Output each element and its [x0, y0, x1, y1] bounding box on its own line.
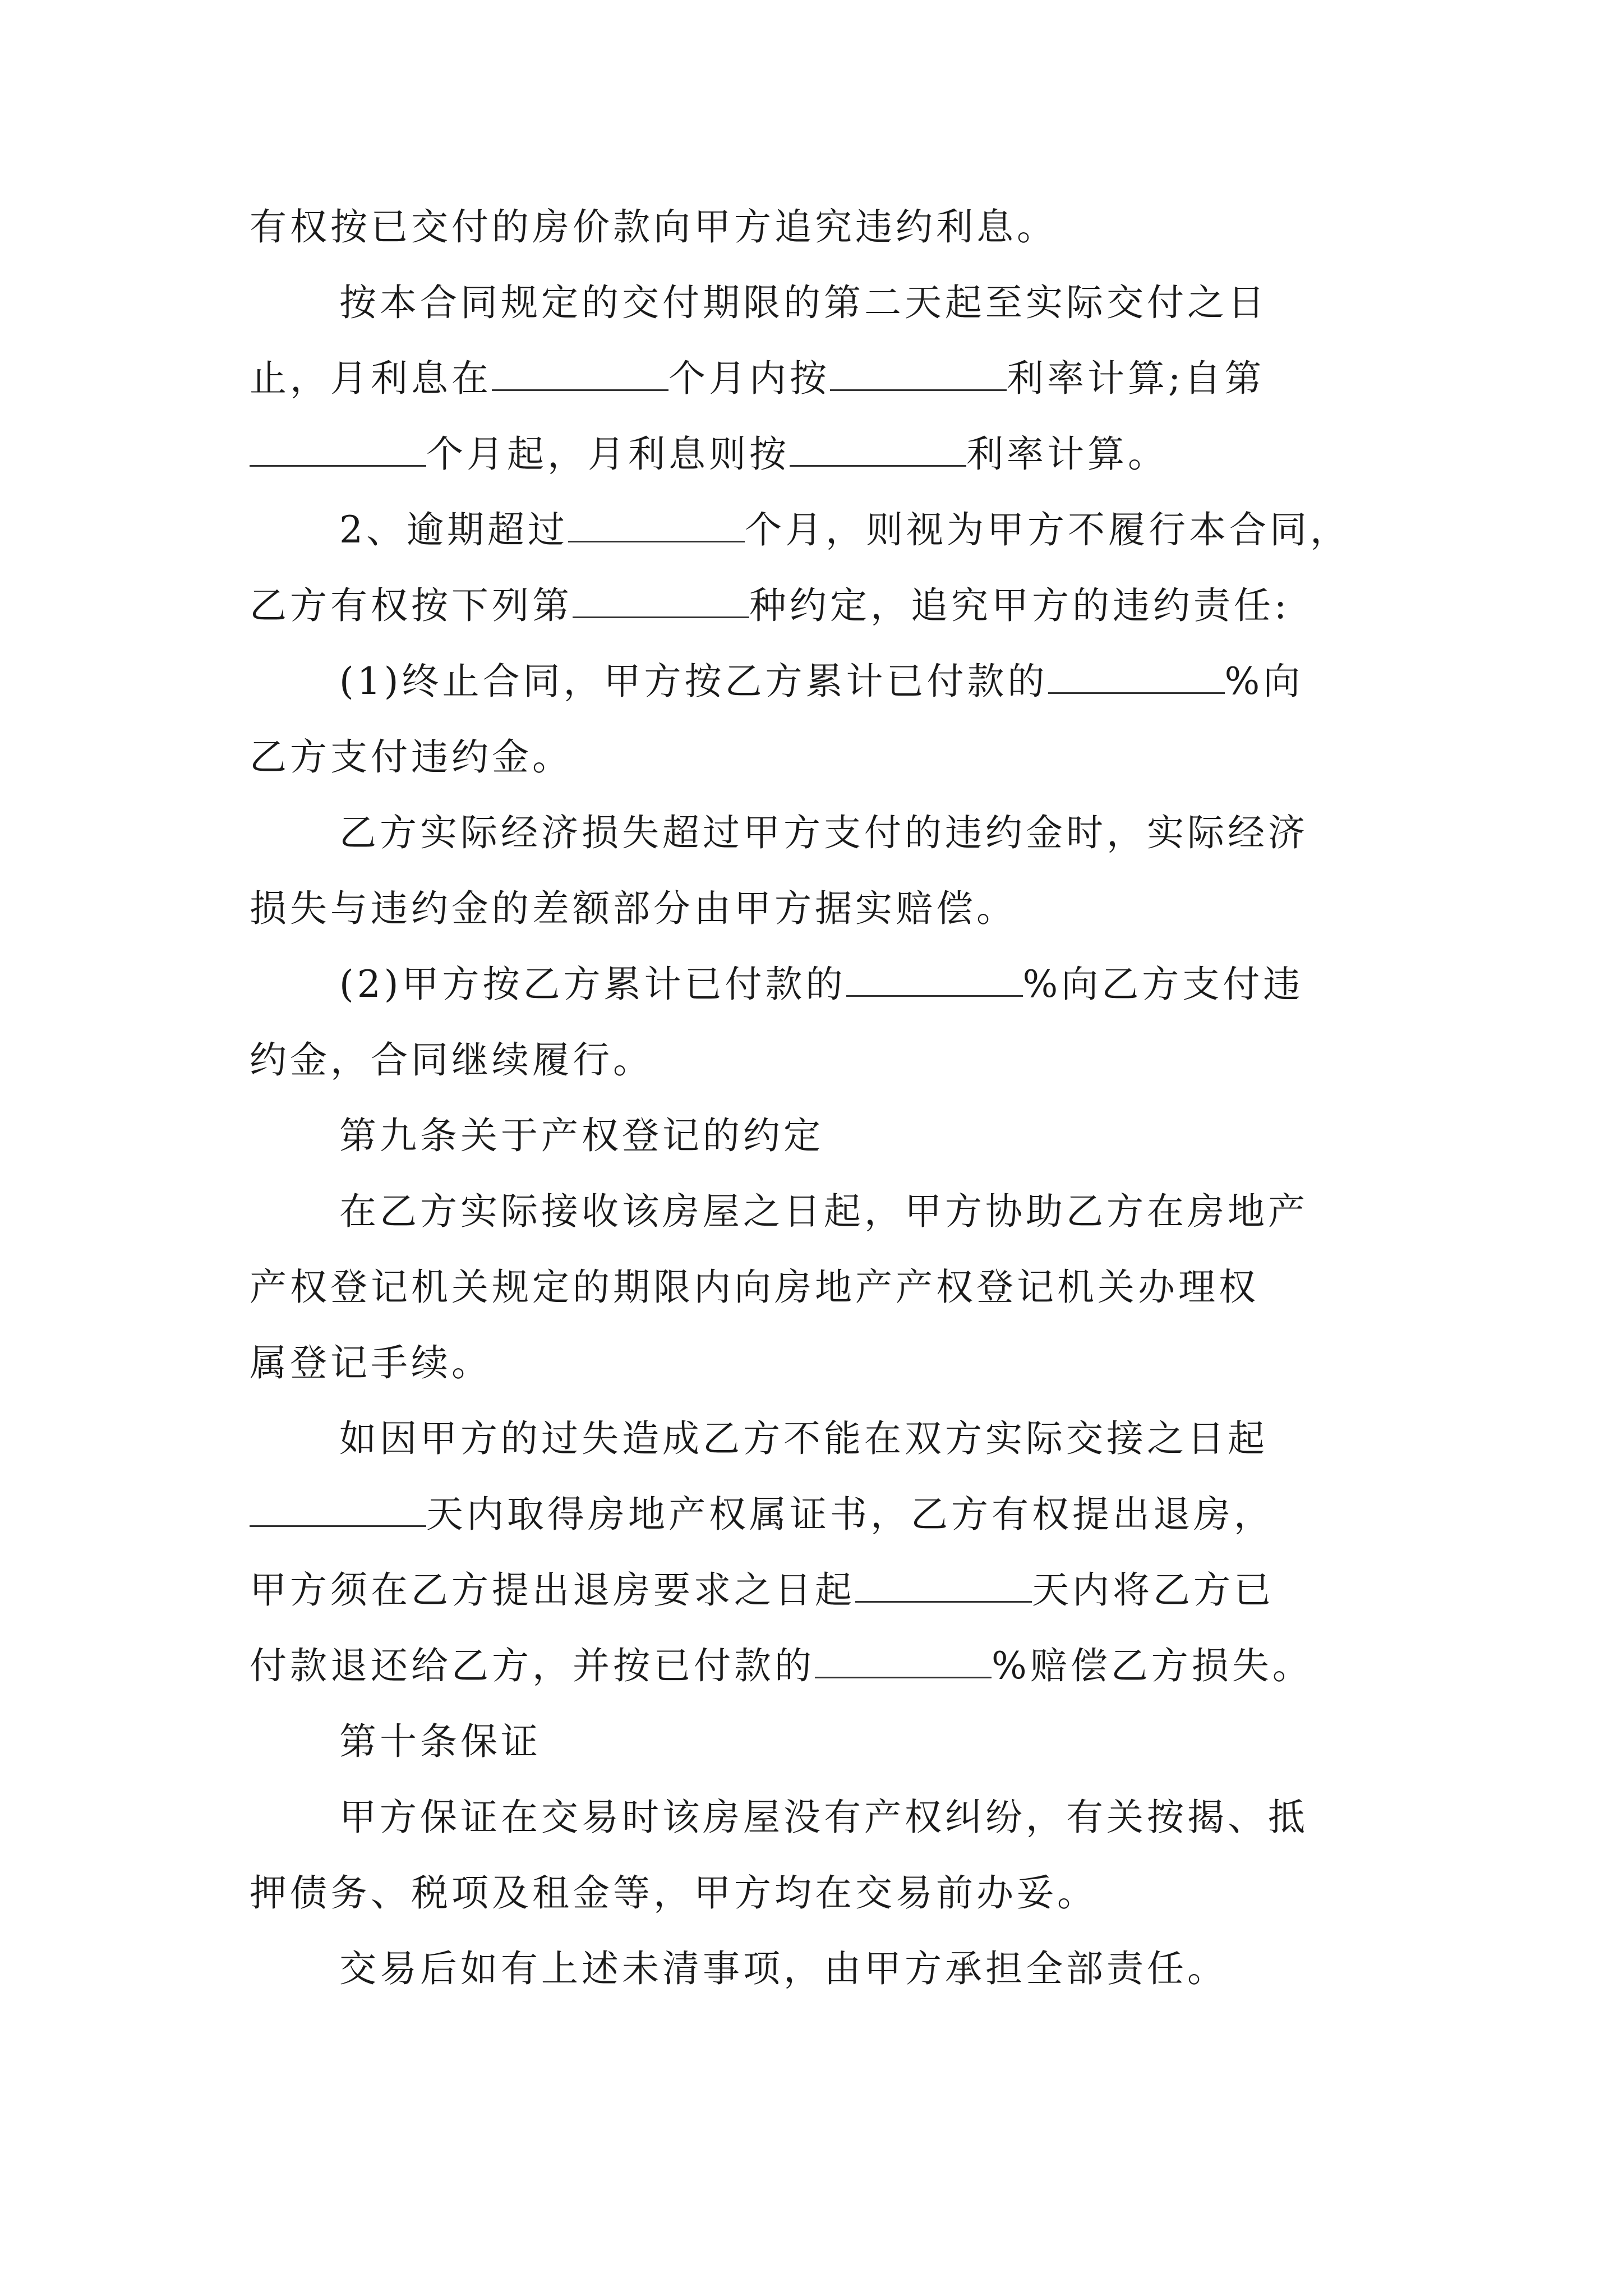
text-line — [339, 1186, 1308, 1237]
line-text: 乙方支付违约金。 — [250, 735, 573, 779]
fill-blank[interactable] — [573, 583, 749, 618]
text-line — [250, 1641, 1313, 1691]
fill-blank[interactable] — [250, 1492, 426, 1527]
text-line — [339, 278, 1268, 328]
text-line — [250, 884, 1017, 934]
text-line — [250, 1338, 492, 1388]
line-text: 按本合同规定的交付期限的第二天起至实际交付之日 — [339, 281, 1268, 324]
line-text: 甲方保证在交易时该房屋没有产权纠纷，有关按揭、抵 — [339, 1796, 1308, 1839]
line-text: 如因甲方的过失造成乙方不能在双方实际交接之日起 — [339, 1417, 1268, 1460]
fill-blank[interactable] — [846, 961, 1023, 997]
line-text: 2、逾期超过 — [339, 508, 568, 551]
line-text: 第九条关于产权登记的约定 — [339, 1114, 824, 1157]
line-text: 天内将乙方已 — [1032, 1568, 1274, 1612]
line-text: 个月内按 — [668, 357, 830, 400]
text-line — [339, 656, 1303, 707]
text-line — [250, 1868, 1098, 1918]
text-line — [339, 505, 1350, 555]
fill-blank[interactable] — [492, 356, 668, 391]
line-text: 付款退还给乙方，并按已付款的 — [250, 1644, 815, 1687]
text-line — [250, 1035, 653, 1085]
line-text: %向 — [1224, 660, 1304, 703]
text-line — [250, 202, 1057, 252]
text-line — [250, 732, 573, 783]
line-text: %向乙方支付违 — [1022, 963, 1304, 1006]
line-text: 约金，合同继续履行。 — [250, 1038, 653, 1082]
fill-blank[interactable] — [855, 1567, 1032, 1603]
line-text: %赔偿乙方损失。 — [992, 1644, 1313, 1687]
line-text: 产权登记机关规定的期限内向房地产产权登记机关办理权 — [250, 1266, 1259, 1309]
line-text: 乙方有权按下列第 — [250, 584, 573, 627]
text-line — [250, 1262, 1259, 1313]
line-text: (2)甲方按乙方累计已付款的 — [339, 963, 846, 1006]
line-text: 交易后如有上述未清事项，由甲方承担全部责任。 — [339, 1947, 1228, 1990]
line-text: 止，月利息在 — [250, 357, 492, 400]
text-line — [339, 1792, 1308, 1843]
fill-blank[interactable] — [568, 507, 745, 542]
text-line — [339, 1944, 1228, 1994]
text-line — [250, 581, 1290, 631]
line-text: 在乙方实际接收该房屋之日起，甲方协助乙方在房地产 — [339, 1190, 1308, 1233]
line-text: 种约定，追究甲方的违约责任: — [749, 584, 1290, 627]
line-text: 利率计算。 — [966, 432, 1168, 476]
line-text: 利率计算;自第 — [1007, 357, 1265, 400]
text-line — [250, 1565, 1274, 1616]
section-heading — [339, 1111, 824, 1161]
fill-blank[interactable] — [830, 356, 1007, 391]
fill-blank[interactable] — [250, 431, 426, 467]
line-text: 个月，则视为甲方不履行本合同， — [745, 508, 1350, 551]
fill-blank[interactable] — [790, 431, 966, 467]
line-text: 押债务、税项及租金等，甲方均在交易前办妥。 — [250, 1871, 1098, 1915]
line-text: 有权按已交付的房价款向甲方追究违约利息。 — [250, 205, 1057, 249]
text-line — [250, 1489, 1274, 1540]
line-text: 损失与违约金的差额部分由甲方据实赔偿。 — [250, 887, 1017, 930]
text-line — [339, 1414, 1268, 1464]
line-text: 第十条保证 — [339, 1720, 541, 1763]
line-text: 乙方实际经济损失超过甲方支付的违约金时，实际经济 — [339, 811, 1308, 854]
line-text: 天内取得房地产权属证书，乙方有权提出退房， — [426, 1493, 1274, 1536]
line-text: (1)终止合同，甲方按乙方累计已付款的 — [339, 660, 1048, 703]
line-text: 甲方须在乙方提出退房要求之日起 — [250, 1568, 855, 1612]
section-heading — [339, 1717, 541, 1767]
text-line — [339, 808, 1308, 858]
line-text: 个月起，月利息则按 — [426, 432, 790, 476]
text-line — [250, 353, 1265, 404]
fill-blank[interactable] — [815, 1643, 992, 1678]
fill-blank[interactable] — [1048, 659, 1225, 694]
text-line — [250, 429, 1168, 480]
line-text: 属登记手续。 — [250, 1341, 492, 1384]
text-line — [339, 959, 1303, 1010]
